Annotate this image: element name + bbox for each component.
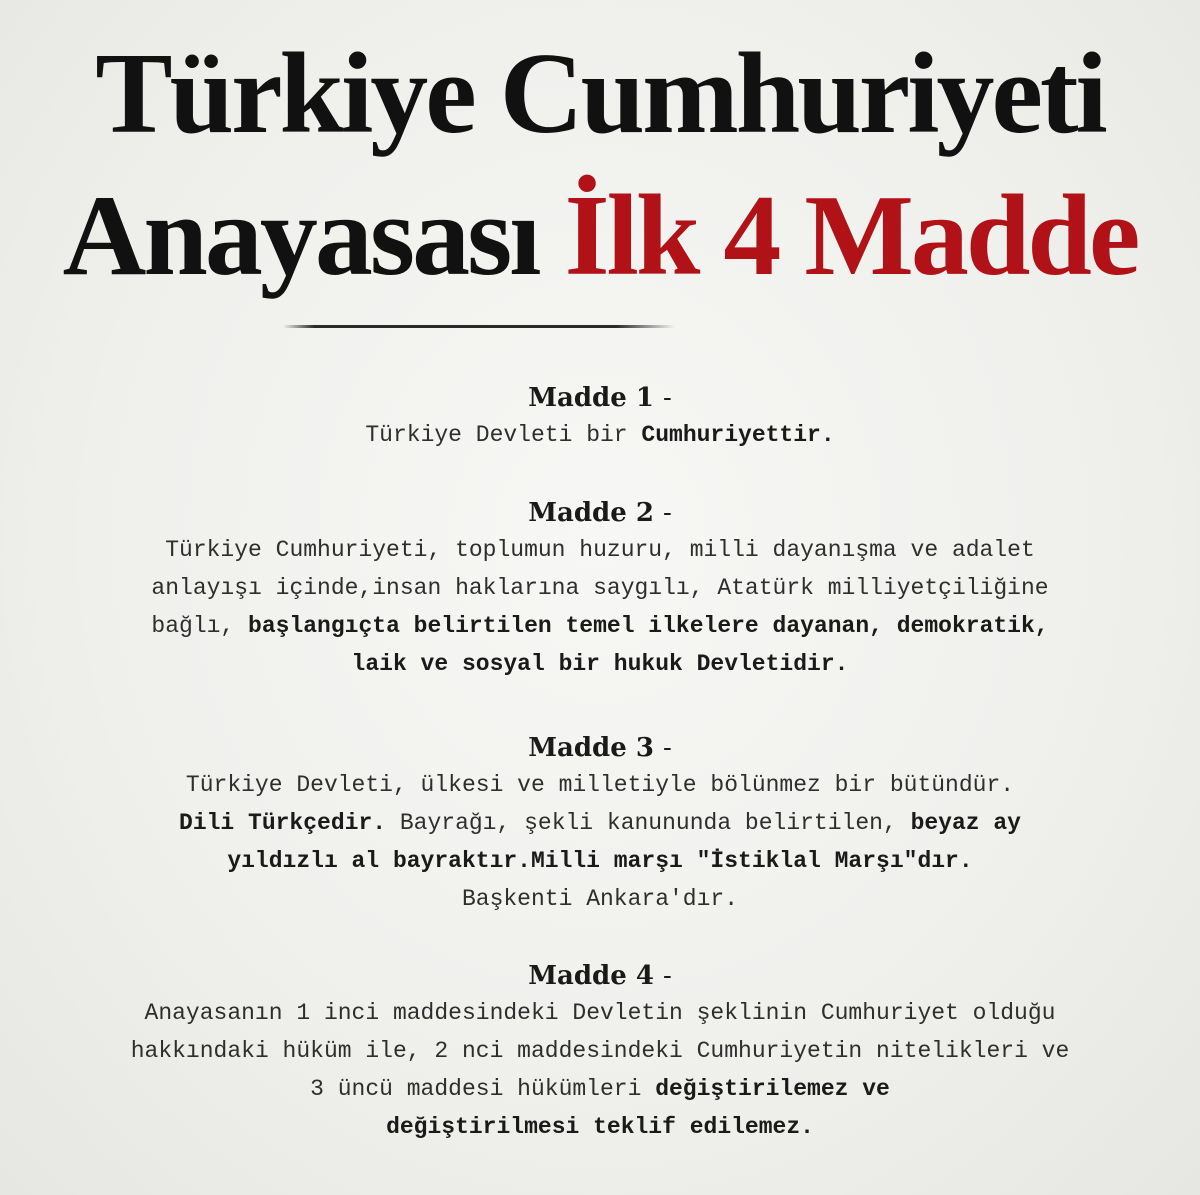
bold-text-segment: Dili Türkçedir. [179, 810, 387, 836]
article-text-line [0, 880, 1200, 918]
title-divider [283, 325, 675, 328]
text-segment: Anayasanın 1 inci maddesindeki Devletin şeklinin Cumhuriyet olduğu [144, 1000, 1056, 1026]
article-heading [0, 958, 1200, 994]
bold-text-segment: beyaz ay [910, 810, 1021, 836]
article-heading-label: Madde 4 [528, 961, 654, 991]
article-text-line [0, 994, 1200, 1032]
article-text-line [0, 1108, 1200, 1146]
article-heading-dash: - [662, 733, 672, 763]
text-segment: Başkenti Ankara'dır. [461, 886, 739, 912]
article-heading-label: Madde 3 [528, 733, 654, 763]
article-heading-dash: - [662, 961, 672, 991]
text-segment: Türkiye Devleti bir [365, 422, 642, 448]
article-text-line [0, 766, 1200, 804]
article-heading [0, 495, 1200, 531]
bold-text-segment: Cumhuriyettir. [641, 422, 835, 448]
article-text-line [0, 1032, 1200, 1070]
article-heading-dash: - [662, 383, 672, 413]
article-heading [0, 730, 1200, 766]
text-segment: Türkiye Devleti, ülkesi ve milletiyle bölünmez bir bütündür. [185, 772, 1015, 798]
title-text-2: Anayasası [62, 172, 539, 300]
article-1 [0, 380, 1200, 454]
article-text-line [0, 607, 1200, 645]
article-4 [0, 958, 1200, 1146]
article-heading-label: Madde 2 [528, 498, 654, 528]
page-title-line-2 [0, 172, 1200, 300]
bold-text-segment: değiştirilmesi teklif edilemez. [386, 1114, 814, 1140]
article-text-line [0, 842, 1200, 880]
text-segment: anlayışı içinde,insan haklarına saygılı, Atatürk milliyetçiliğine [151, 575, 1049, 601]
article-text-line [0, 804, 1200, 842]
bold-text-segment: yıldızlı al bayraktır.Milli marşı "İstiklal Marşı"dır. [227, 848, 973, 874]
text-segment: Türkiye Cumhuriyeti, toplumun huzuru, milli dayanışma ve adalet [165, 537, 1035, 563]
article-text-line [0, 569, 1200, 607]
text-segment: 3 üncü maddesi hükümleri [310, 1076, 656, 1102]
article-text-line [0, 416, 1200, 454]
article-text-line [0, 1070, 1200, 1108]
article-heading [0, 380, 1200, 416]
text-segment: Bayrağı, şekli kanununda belirtilen, [386, 810, 911, 836]
page-title-line-1 [0, 30, 1200, 158]
text-segment: bağlı, [151, 613, 249, 639]
article-text-line [0, 531, 1200, 569]
bold-text-segment: başlangıçta belirtilen temel ilkelere dayanan, demokratik, [248, 613, 1049, 639]
title-text-1: Türkiye Cumhuriyeti [95, 30, 1105, 158]
bold-text-segment: laik ve sosyal bir hukuk Devletidir. [351, 651, 849, 677]
bold-text-segment: değiştirilemez ve [655, 1076, 890, 1102]
article-heading-label: Madde 1 [528, 383, 654, 413]
article-text-line [0, 645, 1200, 683]
article-heading-dash: - [662, 498, 672, 528]
article-2 [0, 495, 1200, 683]
text-segment: hakkındaki hüküm ile, 2 nci maddesindeki Cumhuriyetin nitelikleri ve [130, 1038, 1070, 1064]
title-text-red: İlk 4 Madde [564, 172, 1138, 300]
article-3 [0, 730, 1200, 918]
